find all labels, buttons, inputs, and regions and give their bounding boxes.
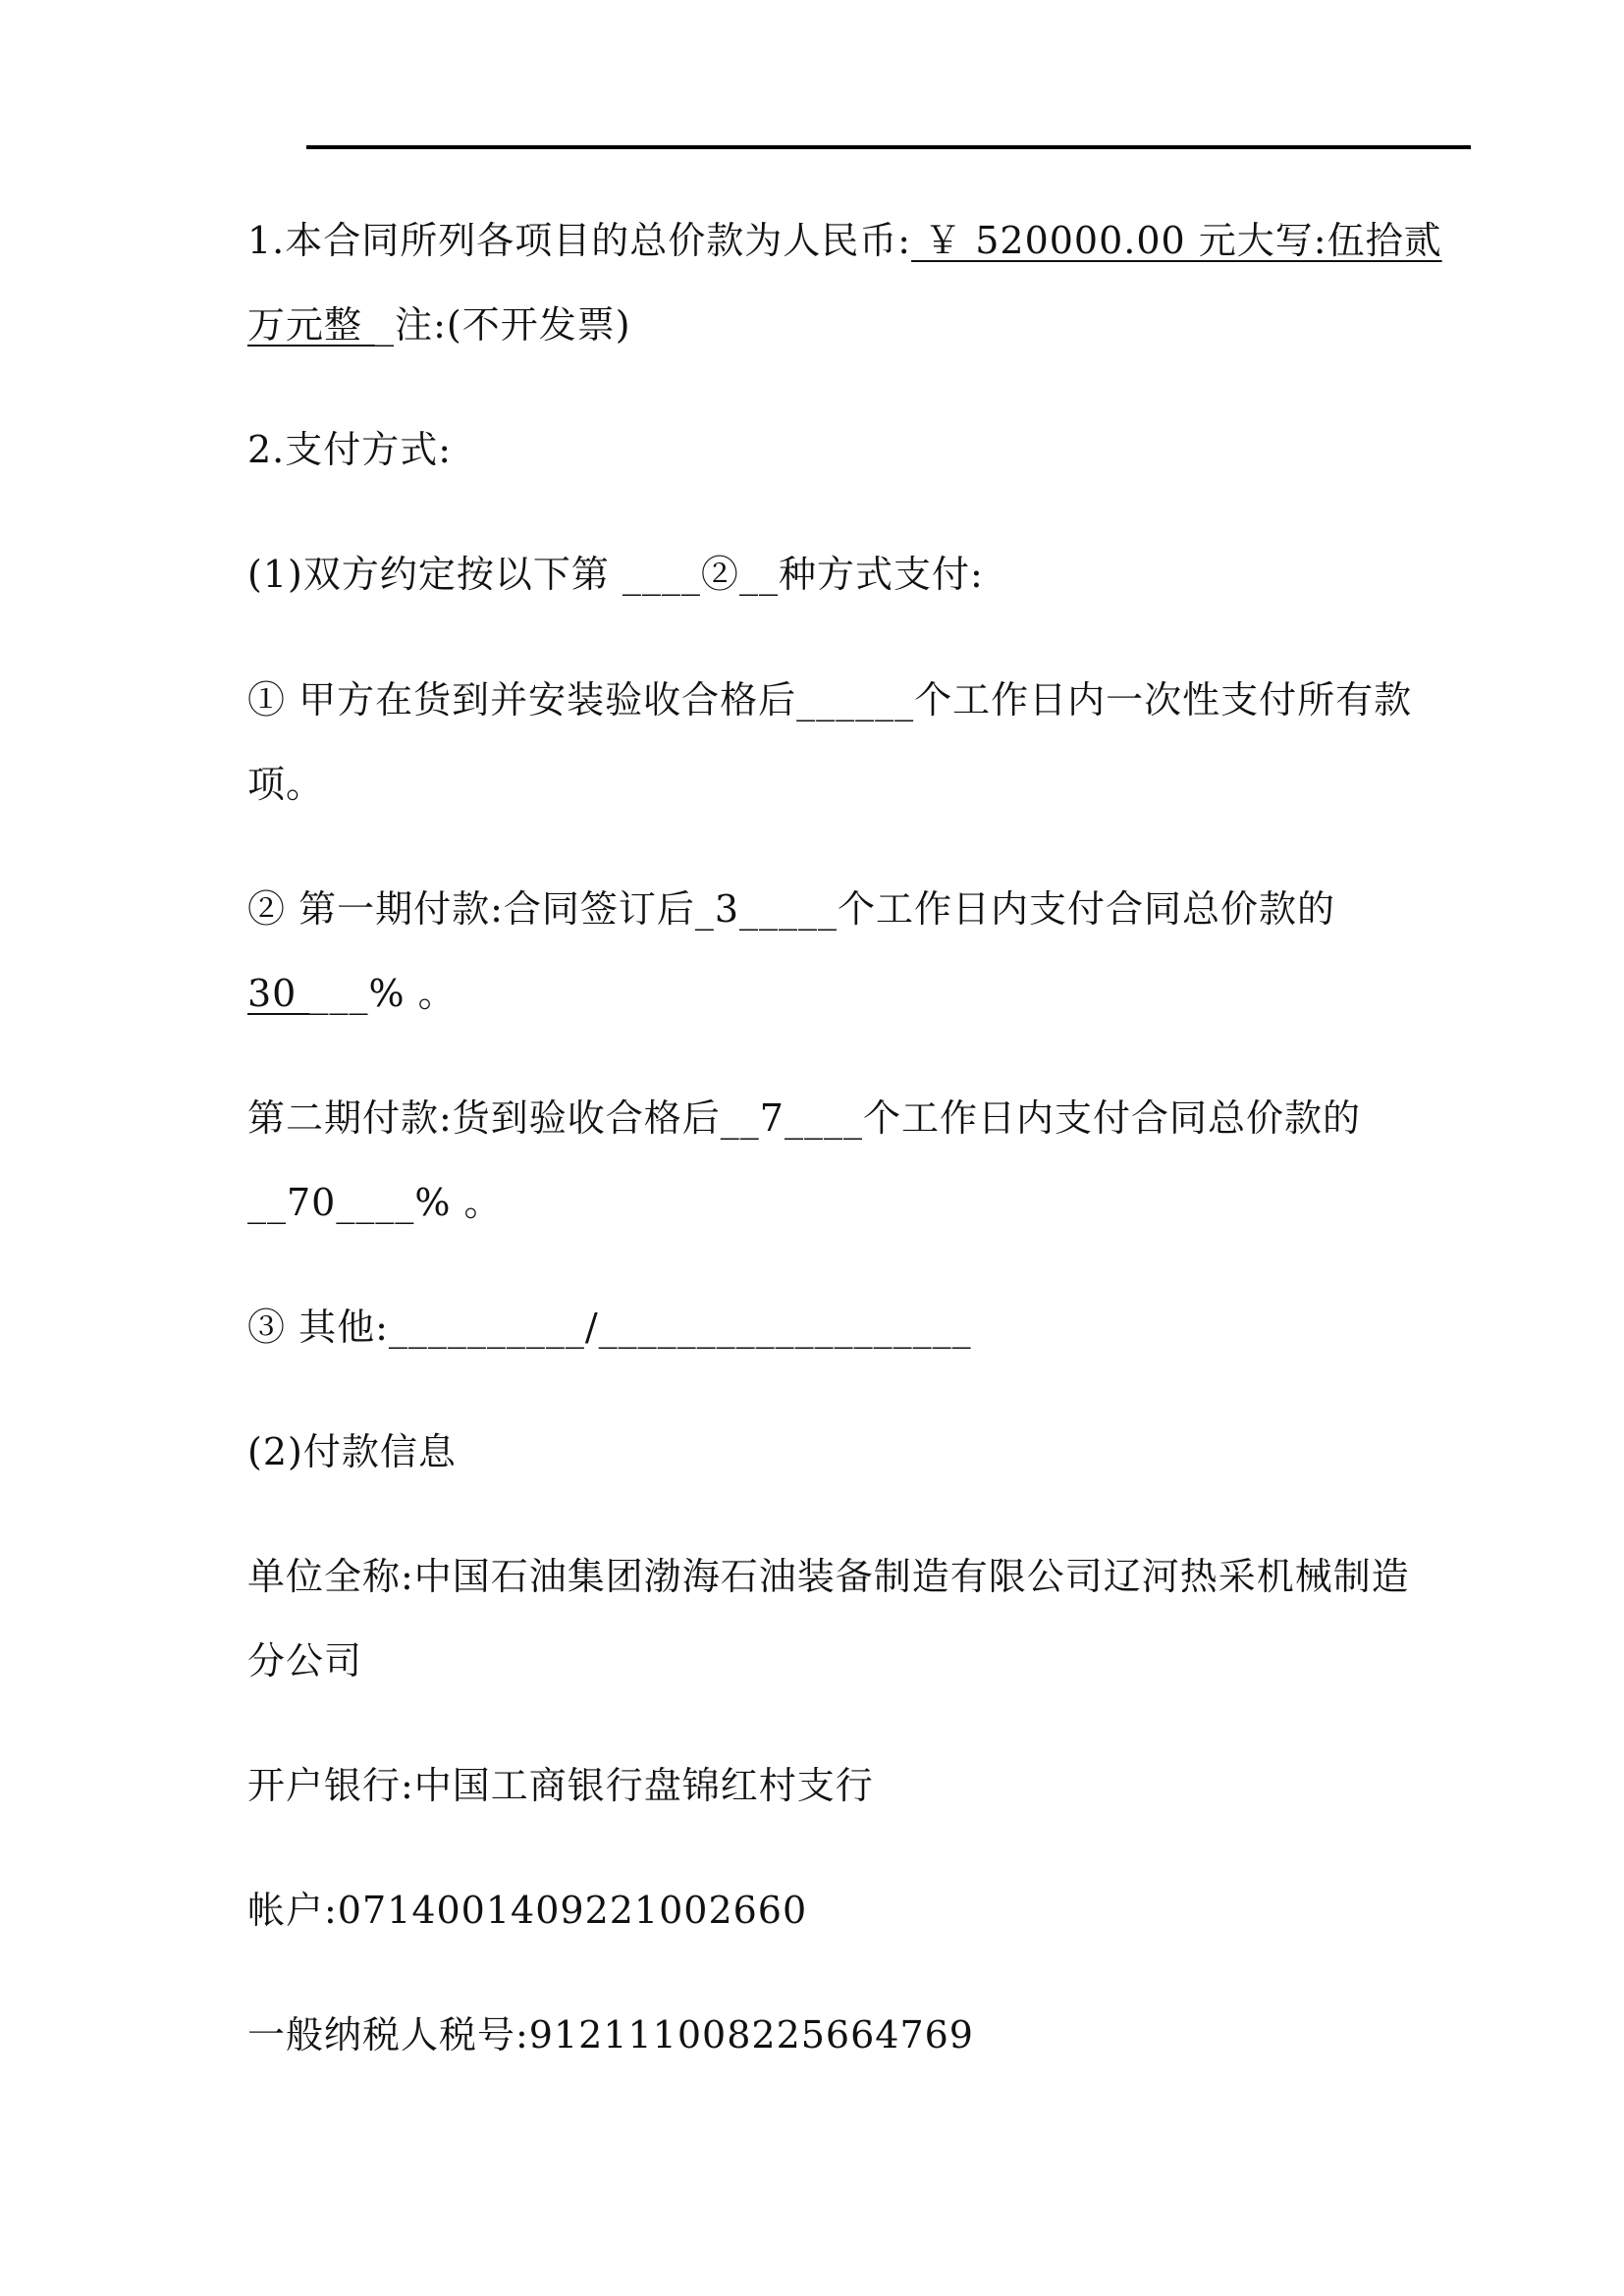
phase1-percent: 30: [247, 972, 310, 1015]
clause1-line1: [247, 218, 1442, 263]
company-name-line2: 分公司: [247, 1639, 363, 1682]
choice-value: ②: [700, 553, 739, 596]
header-rule: [306, 145, 1471, 149]
payment-info-title: (2)付款信息: [247, 1430, 457, 1473]
option1-line2: 项。: [247, 763, 325, 806]
clause2-title: 2.支付方式:: [247, 428, 453, 471]
choice-blank-before: ____: [622, 553, 701, 596]
clause1-amount: ￥ 520000.00 元大写:伍拾贰: [911, 219, 1442, 262]
choice-suffix: 种方式支付:: [778, 553, 984, 596]
tax-id: 一般纳税人税号:912111008225664769: [247, 2013, 974, 2056]
payment-method-choice: [247, 552, 984, 597]
clause1-suffix: _注:(不开发票): [375, 303, 631, 347]
choice-prefix: (1)双方约定按以下第: [247, 553, 623, 596]
clause1-prefix: 1.本合同所列各项目的总价款为人民币:: [247, 219, 912, 262]
option2-phase2-line1: 第二期付款:货到验收合格后__7____个工作日内支付合同总价款的: [247, 1096, 1361, 1140]
option2-phase2-line2: __70____% 。: [247, 1181, 503, 1224]
clause1-line2: [247, 302, 631, 347]
option2-phase1-line1: ② 第一期付款:合同签订后_3_____个工作日内支付合同总价款的: [247, 887, 1336, 931]
phase1-percent-rest: ___% 。: [309, 972, 457, 1015]
option3-other: ③ 其他:__________/___________________: [247, 1306, 972, 1349]
company-name-line1: 单位全称:中国石油集团渤海石油装备制造有限公司辽河热采机械制造: [247, 1555, 1410, 1598]
bank-name: 开户银行:中国工商银行盘锦红村支行: [247, 1764, 874, 1807]
option2-phase1-line2: [247, 971, 457, 1016]
account-number: 帐户:0714001409221002660: [247, 1889, 808, 1932]
clause1-amount-cont: 万元整: [247, 303, 376, 347]
option1-line1: ① 甲方在货到并安装验收合格后______个工作日内一次性支付所有款: [247, 678, 1413, 721]
choice-blank-after: __: [738, 553, 779, 596]
